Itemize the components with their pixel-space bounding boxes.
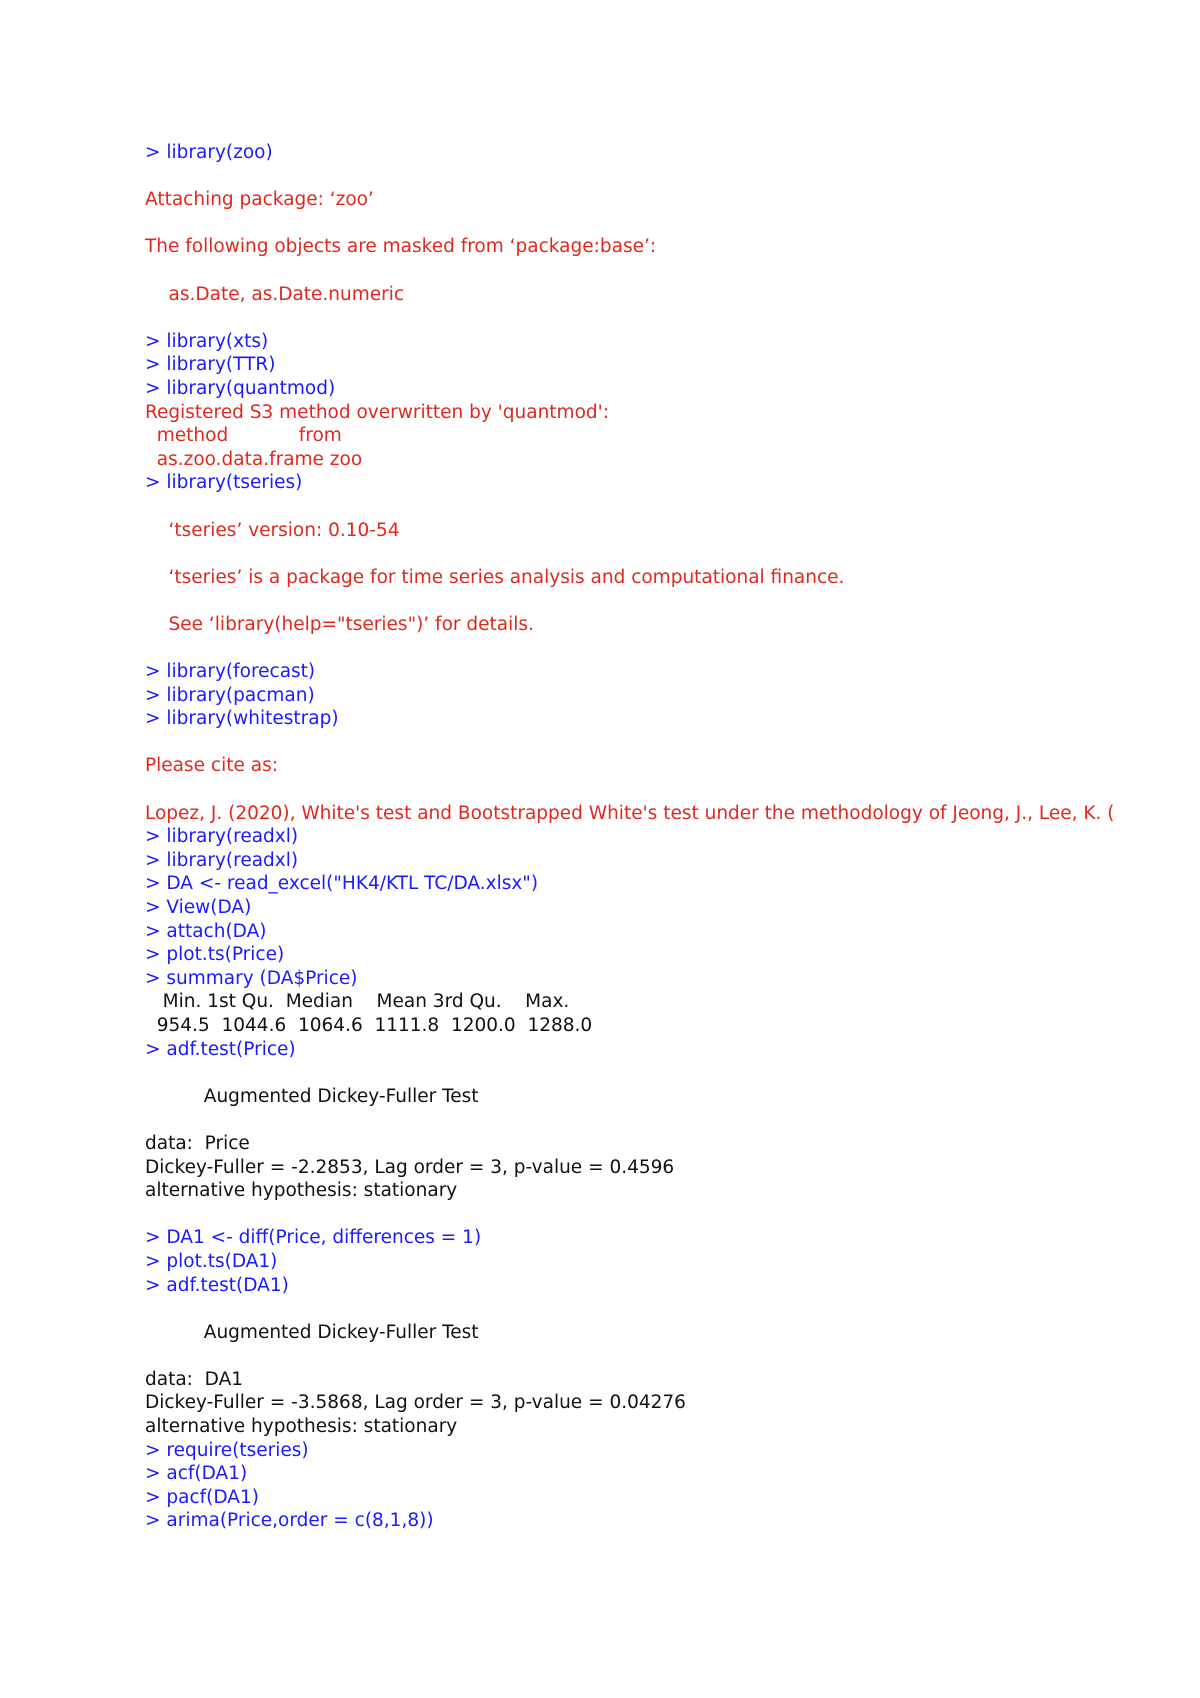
command-line: > adf.test(DA1) xyxy=(145,1274,289,1296)
r-console-transcript xyxy=(145,141,1200,1533)
command-line: > library(TTR) xyxy=(145,354,276,376)
output-line: data: DA1 xyxy=(145,1368,244,1390)
blank-line xyxy=(145,1061,1200,1085)
blank-line xyxy=(145,1344,1200,1368)
command-line: > library(pacman) xyxy=(145,684,315,706)
command-line: > DA1 <- diff(Price, differences = 1) xyxy=(145,1227,482,1249)
command-line: > acf(DA1) xyxy=(145,1463,248,1485)
blank-line xyxy=(145,306,1200,330)
command-line: > library(readxl) xyxy=(145,849,299,871)
command-line: > library(readxl) xyxy=(145,826,299,848)
command-line: > attach(DA) xyxy=(145,920,267,942)
command-line: > plot.ts(DA1) xyxy=(145,1250,278,1272)
message-line: method from xyxy=(145,425,342,447)
blank-line xyxy=(145,165,1200,189)
message-line: Registered S3 method overwritten by 'quantmod': xyxy=(145,401,609,423)
command-line: > View(DA) xyxy=(145,897,252,918)
blank-line xyxy=(145,778,1200,802)
blank-line xyxy=(145,1203,1200,1227)
command-line: > library(xts) xyxy=(145,330,269,352)
output-line: 954.5 1044.6 1064.6 1111.8 1200.0 1288.0 xyxy=(145,1014,599,1036)
message-line: Lopez, J. (2020), White's test and Bootstrapped White's test under the methodology of Jeong, J., Lee, K. ( xyxy=(145,802,1115,824)
message-line: ‘tseries’ is a package for time series analysis and computational finance. xyxy=(145,566,845,588)
message-line: The following objects are masked from ‘package:base’: xyxy=(145,236,657,258)
message-line: See ‘library(help="tseries")’ for details. xyxy=(145,613,534,635)
output-line: Augmented Dickey-Fuller Test xyxy=(145,1085,479,1107)
command-line: > library(forecast) xyxy=(145,661,316,683)
blank-line xyxy=(145,495,1200,519)
message-line: as.Date, as.Date.numeric xyxy=(145,283,405,305)
message-line: Please cite as: xyxy=(145,755,278,777)
command-line: > plot.ts(Price) xyxy=(145,944,285,966)
command-line: > library(quantmod) xyxy=(145,377,336,399)
output-line: Augmented Dickey-Fuller Test xyxy=(145,1321,479,1343)
blank-line xyxy=(145,589,1200,613)
output-line: Dickey-Fuller = -3.5868, Lag order = 3, p-value = 0.04276 xyxy=(145,1392,686,1414)
output-line: alternative hypothesis: stationary xyxy=(145,1416,458,1438)
output-line: alternative hypothesis: stationary xyxy=(145,1180,458,1202)
blank-line xyxy=(145,542,1200,566)
blank-line xyxy=(145,731,1200,755)
blank-line xyxy=(145,1297,1200,1321)
command-line: > require(tseries) xyxy=(145,1439,309,1461)
command-line: > library(zoo) xyxy=(145,142,273,163)
command-line: > arima(Price,order = c(8,1,8)) xyxy=(145,1510,434,1532)
blank-line xyxy=(145,259,1200,283)
blank-line xyxy=(145,212,1200,236)
command-line: > pacf(DA1) xyxy=(145,1486,259,1508)
command-line: > library(tseries) xyxy=(145,472,303,494)
command-line: > library(whitestrap) xyxy=(145,708,339,730)
message-line: ‘tseries’ version: 0.10-54 xyxy=(145,519,400,541)
message-line: as.zoo.data.frame zoo xyxy=(145,448,363,470)
output-line: Min. 1st Qu. Median Mean 3rd Qu. Max. xyxy=(145,991,576,1013)
blank-line xyxy=(145,636,1200,660)
command-line: > DA <- read_excel("HK4/KTL TC/DA.xlsx") xyxy=(145,873,539,895)
output-line: Dickey-Fuller = -2.2853, Lag order = 3, p-value = 0.4596 xyxy=(145,1156,675,1178)
blank-line xyxy=(145,1108,1200,1132)
command-line: > adf.test(Price) xyxy=(145,1038,296,1060)
message-line: Attaching package: ‘zoo’ xyxy=(145,189,374,211)
output-line: data: Price xyxy=(145,1132,250,1154)
command-line: > summary (DA$Price) xyxy=(145,967,358,989)
